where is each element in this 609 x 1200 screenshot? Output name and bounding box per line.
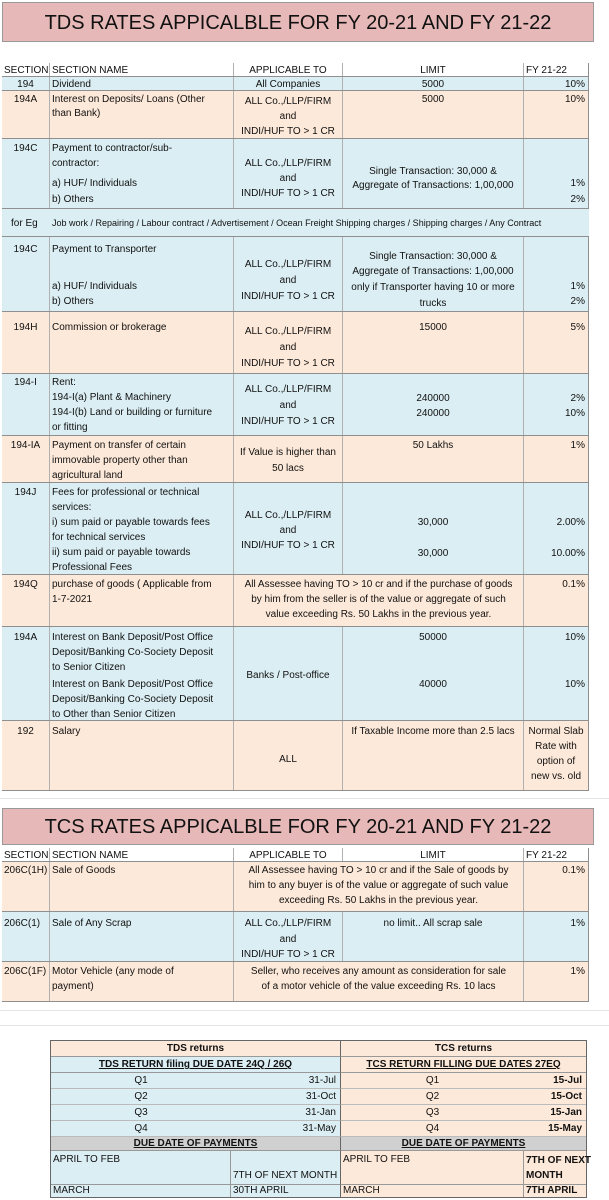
section-code: 194-IA xyxy=(10,440,41,451)
example-text: Job work / Repairing / Labour contract / Advertisement / Ocean Freight Shipping charges / Shipping charges / Any Contract xyxy=(52,218,542,228)
table-row xyxy=(2,312,589,374)
section-name: Payment on transfer of certain xyxy=(52,440,186,451)
tcs-return-row xyxy=(341,1105,586,1121)
table-row xyxy=(2,77,589,91)
section-name: purchase of goods ( Applicable from xyxy=(52,579,212,590)
tds-pay-date xyxy=(231,1151,341,1185)
section-name: to Senior Citizen xyxy=(52,662,126,673)
section-name: Sale of Goods xyxy=(52,865,116,876)
section-name: contractor: xyxy=(52,158,100,169)
section-name: Sale of Any Scrap xyxy=(52,918,132,929)
section-name: a) HUF/ Individuals xyxy=(52,178,138,189)
section-code: 194A xyxy=(13,94,38,105)
section-name: Interest on Bank Deposit/Post Office xyxy=(52,679,214,690)
section-code: 194H xyxy=(13,322,38,333)
limit: Aggregate of Transactions: 1,00,000 xyxy=(352,266,514,277)
limit: 50 Lakhs xyxy=(412,440,454,451)
section-name: 194-I(a) Plant & Machinery xyxy=(52,392,171,403)
hdr-section: SECTION xyxy=(4,850,49,861)
tds-return-row xyxy=(51,1105,341,1121)
section-code: 194J xyxy=(14,487,37,498)
applicable-to: If Value is higher than xyxy=(240,447,336,458)
tds-pay-period xyxy=(51,1185,231,1197)
section-name: b) Others xyxy=(52,194,94,205)
applicable-to: 50 lacs xyxy=(272,463,304,474)
limit: 5000 xyxy=(421,94,445,105)
table-row xyxy=(2,91,589,139)
section-code: 206C(1F) xyxy=(4,966,47,977)
tcs-return-subhead: TCS RETURN FILLING DUE DATES 27EQ xyxy=(341,1057,586,1073)
applicable-to: him to any buyer is of the value or aggregate of such value xyxy=(248,880,509,891)
returns-table xyxy=(50,1040,592,1198)
rate: 1% xyxy=(570,440,585,451)
tcs-returns-head: TCS returns xyxy=(341,1041,586,1057)
tds-pay-date xyxy=(231,1185,341,1197)
due-date: 15-Oct xyxy=(550,1091,582,1102)
table-row xyxy=(2,237,589,312)
section-name: agricultural land xyxy=(52,470,123,481)
applicable-to: ALL xyxy=(279,754,297,765)
section-code: 206C(1H) xyxy=(4,865,48,876)
quarter: Q2 xyxy=(425,1091,440,1102)
section-name: for technical services xyxy=(52,532,146,543)
hdr-applicable: APPLICABLE TO xyxy=(249,850,327,861)
pay-period: APRIL TO FEB xyxy=(343,1154,411,1165)
limit: 240000 xyxy=(416,408,450,419)
section-name: Deposit/Banking Co-Society Deposit xyxy=(52,647,214,658)
pay-date: 30TH APRIL xyxy=(233,1185,289,1196)
limit: Aggregate of Transactions: 1,00,000 xyxy=(352,180,514,191)
section-code: 192 xyxy=(17,726,34,737)
hdr-name: SECTION NAME xyxy=(52,65,129,76)
applicable-to: INDI/HUF TO > 1 CR xyxy=(241,126,335,137)
tds-return-row xyxy=(51,1089,341,1105)
limit: 40000 xyxy=(419,679,447,690)
hdr-section: SECTION xyxy=(4,65,49,76)
rate: 10% xyxy=(564,79,585,90)
section-code: 194Q xyxy=(13,579,38,590)
rate: 10% xyxy=(564,94,585,105)
hdr-limit: LIMIT xyxy=(420,850,446,861)
rate: 1% xyxy=(570,966,585,977)
applicable-to: ALL Co.,/LLP/FIRM xyxy=(244,510,332,521)
section-name: Payment to Transporter xyxy=(52,244,157,255)
applicable-to: exceeding Rs. 50 Lakhs in the previous year. xyxy=(278,895,478,906)
quarter: Q3 xyxy=(134,1107,148,1118)
applicable-to: ALL Co.,/LLP/FIRM xyxy=(244,384,332,395)
applicable-to: and xyxy=(279,400,297,411)
section-name: Motor Vehicle (any mode of xyxy=(52,966,174,977)
section-name: i) sum paid or payable towards fees xyxy=(52,517,210,528)
example-row xyxy=(2,209,589,237)
quarter: Q1 xyxy=(134,1075,148,1086)
rate: 1% xyxy=(570,918,585,929)
table-row xyxy=(2,962,589,1002)
section-name: Commission or brokerage xyxy=(52,322,167,333)
due-date: 31-May xyxy=(302,1123,336,1134)
limit: If Taxable Income more than 2.5 lacs xyxy=(351,726,515,737)
rate: 2% xyxy=(570,296,585,307)
section-code: 194C xyxy=(13,143,38,154)
rate: 5% xyxy=(570,322,585,333)
tds-return-subhead: TDS RETURN filing DUE DATE 24Q / 26Q xyxy=(51,1057,341,1073)
pay-date: MONTH xyxy=(526,1170,563,1181)
limit: 30,000 xyxy=(417,517,449,528)
tds-due-head: DUE DATE OF PAYMENTS xyxy=(51,1137,341,1151)
rate: Normal Slab xyxy=(528,726,584,737)
due-date: 31-Jul xyxy=(308,1075,336,1086)
limit: 50000 xyxy=(419,632,447,643)
rate: 2.00% xyxy=(556,517,585,528)
rate: 1% xyxy=(570,281,585,292)
pay-period: MARCH xyxy=(53,1185,90,1196)
due-date: 31-Oct xyxy=(305,1091,336,1102)
rate: Rate with xyxy=(535,741,577,752)
limit: 240000 xyxy=(416,393,450,404)
applicable-to: and xyxy=(279,934,297,945)
limit: Single Transaction: 30,000 & xyxy=(369,251,497,262)
rate: 2% xyxy=(570,194,585,205)
rate: 10.00% xyxy=(551,548,585,559)
section-name: Dividend xyxy=(52,79,91,90)
applicable-to: INDI/HUF TO > 1 CR xyxy=(241,358,335,369)
table-row xyxy=(2,862,589,912)
pay-date: 7TH OF NEXT MONTH xyxy=(233,1170,338,1181)
due-date: 31-Jan xyxy=(305,1107,336,1118)
section-name: Deposit/Banking Co-Society Deposit xyxy=(52,694,214,705)
applicable-to: INDI/HUF TO > 1 CR xyxy=(241,416,335,427)
section-name: Professional Fees xyxy=(52,562,133,573)
due-date: 15-Jan xyxy=(550,1107,582,1118)
applicable-to: ALL Co.,/LLP/FIRM xyxy=(244,158,332,169)
applicable-to: INDI/HUF TO > 1 CR xyxy=(241,540,335,551)
applicable-to: INDI/HUF TO > 1 CR xyxy=(241,949,335,960)
table-row xyxy=(2,483,589,575)
applicable-to: ALL Co.,/LLP/FIRM xyxy=(244,259,332,270)
section-name: services: xyxy=(52,502,92,513)
pay-date: 7TH APRIL xyxy=(526,1185,578,1196)
section-name: Interest on Bank Deposit/Post Office xyxy=(52,632,214,643)
pay-period: APRIL TO FEB xyxy=(53,1154,121,1165)
tds-return-row xyxy=(51,1073,341,1089)
section-name: Salary xyxy=(52,726,81,737)
applicable-to: and xyxy=(279,275,297,286)
tcs-due-head: DUE DATE OF PAYMENTS xyxy=(341,1137,586,1151)
quarter: Q4 xyxy=(425,1123,440,1134)
tcs-return-row xyxy=(341,1121,586,1137)
applicable-to: INDI/HUF TO > 1 CR xyxy=(241,291,335,302)
hdr-applicable: APPLICABLE TO xyxy=(249,65,327,76)
section-name: or fitting xyxy=(52,422,88,433)
applicable-to: ALL Co.,/LLP/FIRM xyxy=(244,96,332,107)
tcs-pay-period xyxy=(341,1185,524,1197)
section-name: 1-7-2021 xyxy=(52,594,93,605)
tcs-pay-date xyxy=(524,1185,586,1197)
tcs-header-row xyxy=(2,848,589,862)
hdr-rate: FY 21-22 xyxy=(526,850,567,861)
section-name: Fees for professional or technical xyxy=(52,487,200,498)
table-row xyxy=(2,575,589,627)
section-name: than Bank) xyxy=(52,108,101,119)
applicable-to: ALL Co.,/LLP/FIRM xyxy=(244,326,332,337)
table-row xyxy=(2,912,589,962)
tds-header-row xyxy=(2,63,589,77)
section-name: 194-I(b) Land or building or furniture xyxy=(52,407,213,418)
tcs-return-row xyxy=(341,1089,586,1105)
hdr-rate: FY 21-22 xyxy=(526,65,567,76)
section-name: Rent: xyxy=(52,377,76,388)
applicable-to: and xyxy=(279,525,297,536)
limit: 5000 xyxy=(421,79,445,90)
section-code: 194-I xyxy=(14,377,37,388)
section-name: ii) sum paid or payable towards xyxy=(52,547,191,558)
rate: 10% xyxy=(564,679,585,690)
table-row xyxy=(2,374,589,436)
quarter: Q1 xyxy=(425,1075,440,1086)
table-row xyxy=(2,721,589,791)
table-row xyxy=(2,627,589,721)
section-code: 194 xyxy=(17,79,34,90)
rate: 2% xyxy=(570,393,585,404)
tcs-pay-period xyxy=(341,1151,524,1185)
rate: 1% xyxy=(570,178,585,189)
applicable-to: ALL Co.,/LLP/FIRM xyxy=(244,918,332,929)
quarter: Q4 xyxy=(134,1123,148,1134)
quarter: Q2 xyxy=(134,1091,148,1102)
limit: no limit.. All scrap sale xyxy=(383,918,483,929)
applicable-to: and xyxy=(279,173,297,184)
table-row xyxy=(2,436,589,483)
hdr-name: SECTION NAME xyxy=(52,850,129,861)
table-row xyxy=(2,139,589,209)
rate: 10% xyxy=(564,632,585,643)
applicable-to: and xyxy=(279,342,297,353)
pay-date: 7TH OF NEXT xyxy=(526,1155,592,1166)
section-name: Interest on Deposits/ Loans (Other xyxy=(52,94,205,105)
tds-returns-head: TDS returns xyxy=(51,1041,341,1057)
rate: new vs. old xyxy=(530,771,582,782)
rate: 10% xyxy=(564,408,585,419)
applicable-to: by him from the seller is of the value or aggregate of such xyxy=(251,594,506,605)
section-name: payment) xyxy=(52,981,94,992)
applicable-to: Seller, who receives any amount as consideration for sale xyxy=(250,966,507,977)
rate: 0.1% xyxy=(562,579,585,590)
section-name: Payment to contractor/sub- xyxy=(52,143,173,154)
section-name: to Other than Senior Citizen xyxy=(52,709,176,720)
applicable-to: Banks / Post-office xyxy=(246,670,330,681)
section-name: immovable property other than xyxy=(52,455,188,466)
applicable-to: All Companies xyxy=(255,79,321,90)
section-name: a) HUF/ Individuals xyxy=(52,281,138,292)
section-code: 194A xyxy=(13,632,38,643)
applicable-to: All Assessee having TO > 10 cr and if the Sale of goods by xyxy=(248,865,509,876)
limit: 15000 xyxy=(419,322,447,333)
applicable-to: and xyxy=(279,111,297,122)
tds-return-row xyxy=(51,1121,341,1137)
section-code: 206C(1) xyxy=(4,918,41,929)
limit: trucks xyxy=(419,298,447,309)
due-date: 15-Jul xyxy=(553,1075,582,1086)
tcs-return-row xyxy=(341,1073,586,1089)
quarter: Q3 xyxy=(425,1107,440,1118)
tds-title: TDS RATES APPICALBLE FOR FY 20-21 AND FY 21-22 xyxy=(2,2,594,42)
hdr-limit: LIMIT xyxy=(420,65,446,76)
applicable-to: All Assessee having TO > 10 cr and if the purchase of goods xyxy=(244,579,513,590)
section-name: b) Others xyxy=(52,296,94,307)
applicable-to: of a motor vehicle of the value exceeding Rs. 10 lacs xyxy=(261,981,496,992)
pay-period: MARCH xyxy=(343,1185,380,1196)
applicable-to: value exceeding Rs. 50 Lakhs in the previous year. xyxy=(265,609,492,620)
example-label: for Eg xyxy=(11,218,38,229)
rate: option of xyxy=(536,756,576,767)
limit: 30,000 xyxy=(417,548,449,559)
limit: Single Transaction: 30,000 & xyxy=(369,166,497,177)
rate: 0.1% xyxy=(562,865,585,876)
tcs-title: TCS RATES APPICALBLE FOR FY 20-21 AND FY 21-22 xyxy=(2,808,594,845)
limit: only if Transporter having 10 or more xyxy=(351,282,515,293)
section-code: 194C xyxy=(13,244,38,255)
due-date: 15-May xyxy=(548,1123,582,1134)
tcs-pay-date xyxy=(524,1151,592,1185)
applicable-to: INDI/HUF TO > 1 CR xyxy=(241,188,335,199)
tds-pay-period xyxy=(51,1151,231,1185)
